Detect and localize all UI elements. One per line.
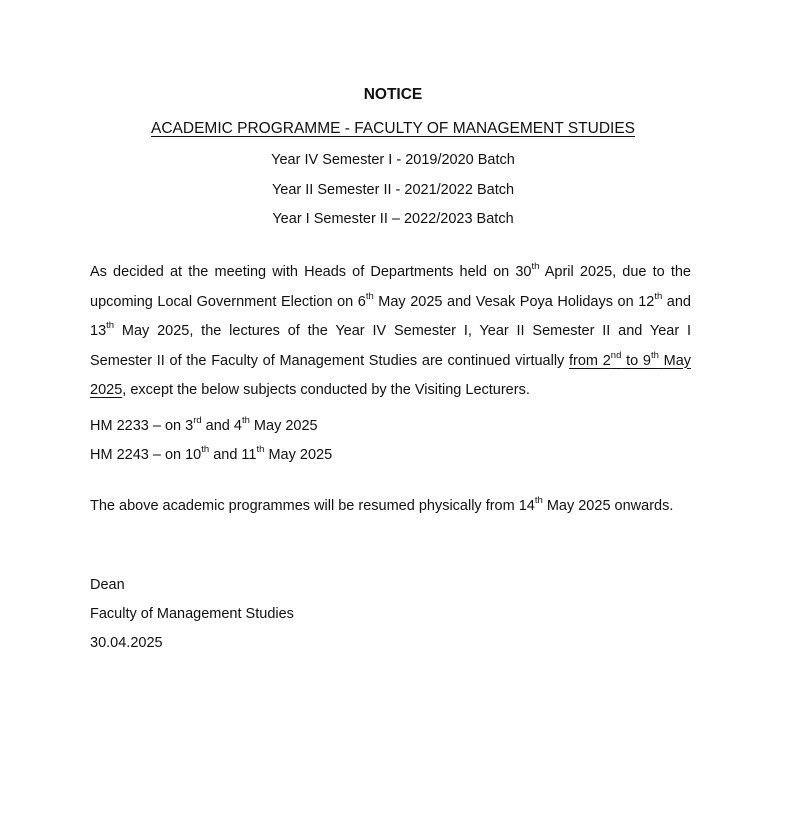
superscript: th [241,415,250,427]
text-run: May 2025 [264,447,333,463]
notice-title: NOTICE [363,86,423,103]
resume-paragraph [90,495,674,514]
text-run: HM 2243 – on 10 [90,447,202,463]
text-run: May 2025 [249,418,318,434]
text-run: to 9 [621,352,651,369]
signature-date: 30.04.2025 [90,635,163,651]
signature-faculty: Faculty of Management Studies [90,606,294,622]
superscript: th [201,444,210,456]
batch-line: Year II Semester II - 2021/2022 Batch [271,182,515,198]
superscript: nd [610,349,622,361]
text-run: April 2025, due to the upcoming Local Government Election on 6 [90,264,691,310]
text-run: and 11 [209,447,257,463]
exception-hm2233 [90,415,318,434]
text-run: HM 2233 – on 3 [90,418,194,434]
text-run: May 2025 [90,352,692,398]
text-run: and 13 [90,293,691,339]
exception-hm2243 [90,444,333,463]
text-run: and 4 [201,418,242,434]
text-run: As decided at the meeting with Heads of Departments held on 30 [90,264,532,280]
text-run: from 2 [569,352,611,369]
text-run: The above academic programmes will be resumed physically from 14 [90,498,535,514]
text-run: May 2025, the lectures of the Year IV Semester I, Year II Semester II and Year I Semester II of the Faculty of Management Studies are continued virtually [90,323,691,369]
superscript: th [650,349,659,361]
batch-line: Year IV Semester I - 2019/2020 Batch [271,152,515,168]
superscript: rd [193,415,202,427]
main-paragraph [90,258,691,406]
batch-line: Year I Semester II – 2022/2023 Batch [272,211,514,227]
superscript: th [256,444,265,456]
text-run: May 2025 onwards. [542,498,674,514]
signature-role: Dean [90,577,125,593]
text-run: , except the below subjects conducted by the Visiting Lecturers. [122,382,530,398]
superscript: th [534,495,543,507]
superscript: th [365,290,374,302]
superscript: th [531,261,540,273]
superscript: th [654,290,663,302]
notice-subtitle: ACADEMIC PROGRAMME - FACULTY OF MANAGEMENT STUDIES [151,120,635,137]
text-run: May 2025 and Vesak Poya Holidays on 12 [373,293,655,310]
superscript: th [106,320,115,332]
